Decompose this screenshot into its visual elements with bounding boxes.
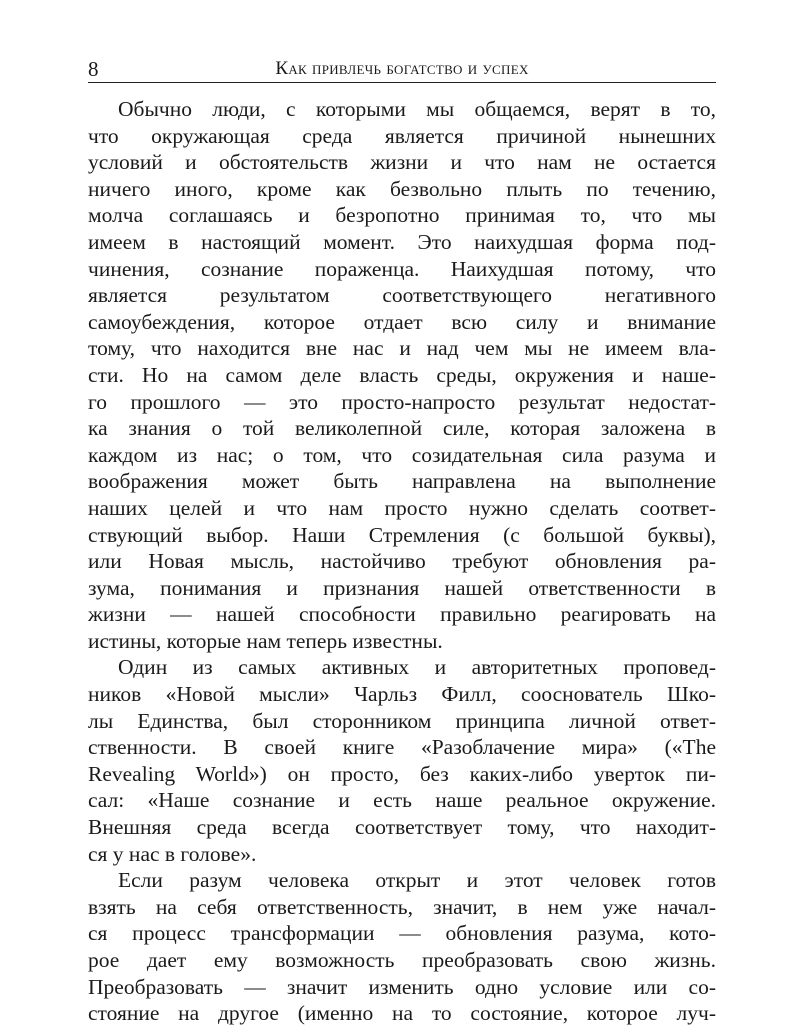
text-line: сал: «Наше сознание и есть наше реальное окружение. — [88, 788, 716, 813]
text-line: взять на себя ответственность, значит, в нем уже начал- — [88, 894, 716, 919]
text-line: зума, понимания и признания нашей ответственности в — [88, 575, 716, 600]
paragraph — [88, 654, 716, 867]
text-line: Один из самых активных и авторитетных проповед- — [118, 655, 716, 680]
text-line: жизни — нашей способности правильно реагировать на — [88, 602, 716, 627]
text-line: молча соглашаясь и безропотно принимая то, что мы — [88, 203, 716, 228]
text-line: ка знания о той великолепной силе, которая заложена в — [88, 416, 716, 441]
text-line: Обычно люди, с которыми мы общаемся, верят в то, — [118, 97, 716, 121]
text-line: Преобразовать — значит изменить одно условие или со- — [88, 974, 716, 999]
text-line: наших целей и что нам просто нужно сделать соответ- — [88, 495, 716, 520]
text-line: что окружающая среда является причиной нынешних — [88, 123, 716, 148]
text-line: сти. Но на самом деле власть среды, окружения и наше- — [88, 362, 716, 387]
text-line: лы Единства, был сторонником принципа личной ответ- — [88, 708, 716, 733]
text-line: самоубеждения, которое отдает всю силу и внимание — [88, 309, 716, 334]
text-line: ников «Новой мысли» Чарльз Филл, сооснователь Шко- — [88, 682, 716, 707]
text-line: условий и обстоятельств жизни и что нам не остается — [88, 150, 716, 175]
text-line: воображения может быть направлена на выполнение — [88, 469, 716, 494]
paragraph — [88, 867, 716, 1027]
text-line: тому, что находится вне нас и над чем мы не имеем вла- — [88, 336, 716, 361]
text-line: го прошлого — это просто-напросто результат недостат- — [88, 389, 716, 414]
page-number: 8 — [88, 57, 99, 81]
text-line: рое дает ему возможность преобразовать свою жизнь. — [88, 948, 716, 972]
text-line: стояние на другое (именно на то состояние, которое луч- — [88, 1001, 716, 1026]
paragraph — [88, 96, 716, 654]
text-line: или Новая мысль, настойчиво требуют обновления ра- — [88, 549, 716, 574]
text-line: истины, которые нам теперь известны. — [88, 628, 443, 653]
text-line: ствующий выбор. Наши Стремления (с большой буквы), — [88, 522, 716, 547]
text-body — [88, 96, 716, 1027]
text-line: каждом из нас; о том, что созидательная сила разума и — [88, 442, 716, 467]
text-line: имеем в настоящий момент. Это наихудшая форма под- — [88, 229, 716, 254]
text-line: ся у нас в голове». — [88, 841, 257, 866]
text-line: Если разум человека открыт и этот человек готов — [118, 868, 716, 893]
text-line: Внешняя среда всегда соответствует тому, что находит- — [88, 815, 716, 840]
running-head — [88, 58, 716, 83]
running-title: Как привлечь богатство и успех — [275, 58, 529, 79]
text-line: Revealing World») он просто, без каких-либо уверток пи- — [88, 761, 716, 786]
text-line: чинения, сознание пораженца. Наихудшая потому, что — [88, 256, 716, 281]
text-line: является результатом соответствующего негативного — [88, 283, 716, 308]
text-line: ничего иного, кроме как безвольно плыть по течению, — [88, 176, 716, 201]
text-line: ственности. В своей книге «Разоблачение мира» («The — [88, 735, 716, 760]
text-line: ся процесс трансформации — обновления разума, кото- — [88, 921, 716, 946]
